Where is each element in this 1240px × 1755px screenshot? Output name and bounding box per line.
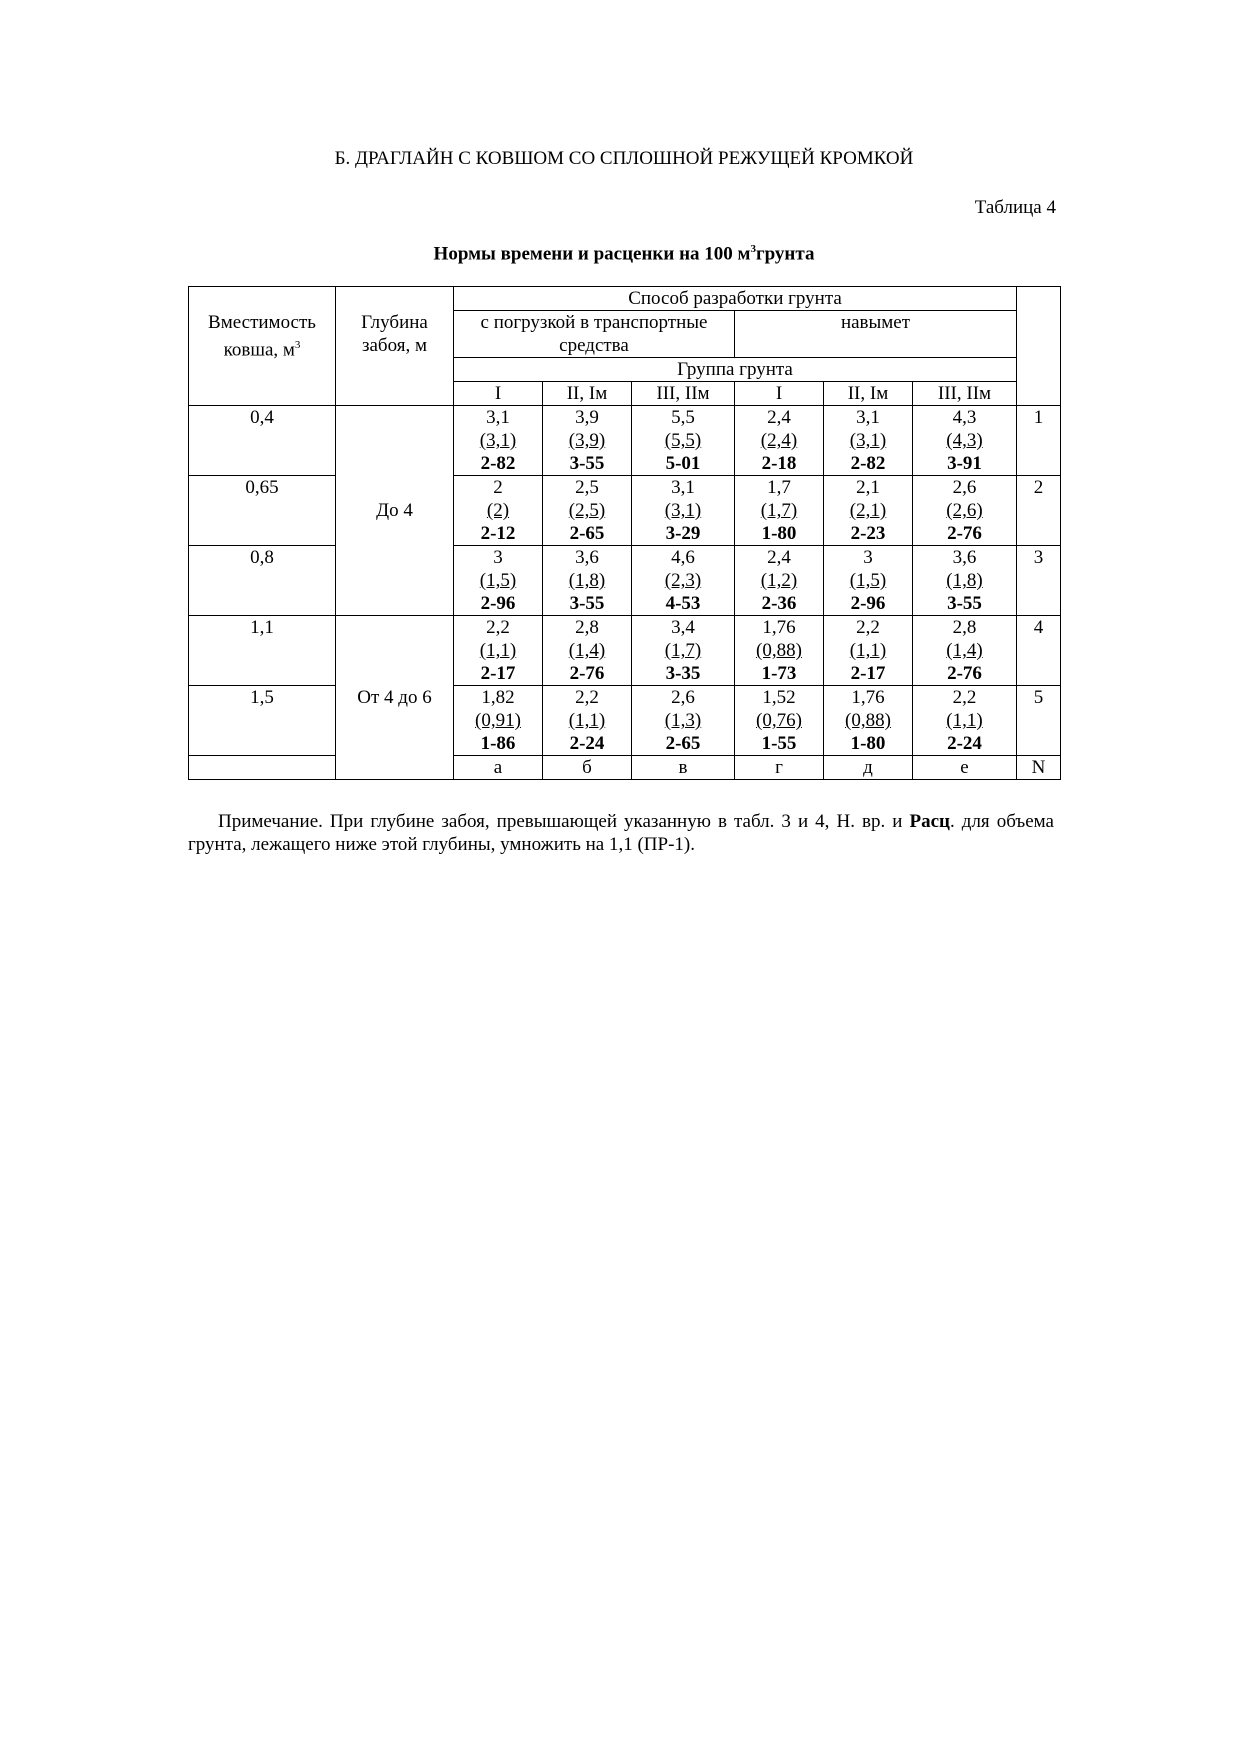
value-cell (824, 686, 913, 756)
time-norm: 2,4 (767, 407, 791, 429)
machinist-time: (3,1) (849, 430, 887, 452)
value-cell (632, 616, 735, 686)
rate-price: 2-65 (569, 523, 605, 545)
section-title: Б. ДРАГЛАЙН С КОВШОМ СО СПЛОШНОЙ РЕЖУЩЕЙ КРОМКОЙ (334, 148, 914, 169)
machinist-time: (0,76) (756, 710, 802, 732)
rate-price: 2-76 (569, 663, 605, 685)
machinist-time: (3,1) (479, 430, 517, 452)
value-cell (543, 686, 632, 756)
rate-price: 2-23 (850, 523, 886, 545)
machinist-time: (3,1) (664, 500, 702, 522)
table-row (189, 476, 1061, 546)
machinist-time: (4,3) (946, 430, 983, 452)
machinist-time: (1,4) (568, 640, 606, 662)
time-norm: 3 (863, 547, 873, 569)
depth-cell: До 4 (336, 406, 454, 616)
time-norm: 1,76 (762, 617, 796, 639)
machinist-time: (1,4) (946, 640, 983, 662)
machinist-time: (2) (486, 500, 510, 522)
rate-price: 2-12 (480, 523, 516, 545)
value-cell (454, 686, 543, 756)
time-norm: 3,6 (952, 547, 977, 569)
table-row (189, 406, 1061, 476)
depth-cell: От 4 до 6 (336, 616, 454, 780)
column-letter-cell: б (543, 756, 632, 780)
time-norm: 3,1 (486, 407, 510, 429)
header-group-cell: I (454, 382, 543, 406)
value-cell (824, 476, 913, 546)
rate-price: 3-91 (947, 453, 982, 475)
value-cell (735, 546, 824, 616)
machinist-time: (1,5) (479, 570, 517, 592)
rate-price: 5-01 (665, 453, 701, 475)
time-norm: 3,1 (856, 407, 880, 429)
machinist-time: (1,8) (568, 570, 606, 592)
rate-price: 2-17 (850, 663, 886, 685)
time-norm: 2,2 (575, 687, 599, 709)
rate-price: 2-82 (850, 453, 886, 475)
value-cell (735, 616, 824, 686)
time-norm: 1,76 (851, 687, 885, 709)
time-norm: 5,5 (671, 407, 695, 429)
value-cell (543, 406, 632, 476)
capacity-cell: 0,65 (189, 476, 336, 546)
time-norm: 2,5 (575, 477, 599, 499)
machinist-time: (1,7) (664, 640, 702, 662)
rate-price: 2-76 (947, 663, 982, 685)
rate-price: 3-55 (569, 453, 605, 475)
machinist-time: (1,1) (946, 710, 983, 732)
value-cell (632, 686, 735, 756)
value-cell (913, 476, 1017, 546)
machinist-time: (5,5) (664, 430, 702, 452)
rate-price: 1-73 (761, 663, 797, 685)
capacity-cell: 0,8 (189, 546, 336, 616)
value-cell (735, 406, 824, 476)
row-number-cell: 2 (1017, 476, 1061, 546)
time-norm: 4,6 (671, 547, 695, 569)
rate-price: 2-24 (569, 733, 605, 755)
time-norm: 2,1 (856, 477, 880, 499)
time-norm: 1,7 (767, 477, 791, 499)
machinist-time: (1,1) (849, 640, 887, 662)
machinist-time: (1,8) (946, 570, 983, 592)
caption-text: Нормы времени и расценки на 100 м (433, 243, 751, 265)
machinist-time: (1,7) (760, 500, 798, 522)
header-soil-group: Группа грунта (454, 358, 1017, 382)
row-number-cell: 5 (1017, 686, 1061, 756)
rate-price: 2-65 (665, 733, 701, 755)
table-number: Таблица 4 (974, 197, 1056, 218)
time-norm: 2 (493, 477, 503, 499)
footnote (188, 810, 1054, 856)
value-cell (824, 616, 913, 686)
value-cell (632, 406, 735, 476)
document-page (188, 148, 1060, 856)
time-norm: 3,1 (671, 477, 695, 499)
table-row (189, 616, 1061, 686)
machinist-time: (2,1) (849, 500, 887, 522)
header-group-cell: I (735, 382, 824, 406)
machinist-time: (2,3) (664, 570, 702, 592)
header-method-dump: навымет (735, 311, 1017, 358)
table-row (189, 686, 1061, 756)
time-norm: 2,8 (952, 617, 977, 639)
footnote-text-end: . для объема грунта, лежащего ниже этой глубины, умножить на 1,1 (ПР-1). (188, 811, 1054, 856)
machinist-time: (1,2) (760, 570, 798, 592)
footer-empty-cell (189, 756, 336, 780)
time-norm: 1,82 (481, 687, 515, 709)
value-cell (913, 686, 1017, 756)
value-cell (824, 406, 913, 476)
value-cell (454, 546, 543, 616)
rate-price: 2-82 (480, 453, 516, 475)
footer-row (189, 756, 1061, 780)
value-cell (454, 406, 543, 476)
rate-price: 2-24 (947, 733, 982, 755)
column-letter-cell: д (824, 756, 913, 780)
rate-price: 3-55 (947, 593, 982, 615)
rate-price: 1-80 (850, 733, 886, 755)
machinist-time: (1,3) (664, 710, 702, 732)
value-cell (735, 686, 824, 756)
value-cell (735, 476, 824, 546)
header-capacity (189, 287, 336, 406)
caption-superscript: 3 (750, 243, 756, 255)
footnote-bold: Расц (909, 811, 950, 833)
machinist-time: (3,9) (568, 430, 606, 452)
machinist-time: (0,88) (845, 710, 891, 732)
machinist-time: (2,6) (946, 500, 983, 522)
time-norm: 3,4 (671, 617, 695, 639)
machinist-time: (1,5) (849, 570, 887, 592)
header-capacity-sup: 3 (294, 339, 301, 352)
header-group-cell: III, IIм (632, 382, 735, 406)
rate-price: 2-18 (761, 453, 797, 475)
rate-price: 1-86 (480, 733, 516, 755)
value-cell (543, 476, 632, 546)
time-norm: 2,2 (856, 617, 880, 639)
value-cell (913, 406, 1017, 476)
header-method-loading: с погрузкой в транспортные средства (454, 311, 735, 358)
time-norm: 2,2 (486, 617, 510, 639)
rate-price: 3-29 (665, 523, 701, 545)
capacity-cell: 0,4 (189, 406, 336, 476)
norms-table (188, 286, 1061, 780)
time-norm: 2,4 (767, 547, 791, 569)
value-cell (454, 616, 543, 686)
rate-price: 2-76 (947, 523, 982, 545)
header-depth: Глубина забоя, м (336, 287, 454, 406)
caption-text-end: грунта (755, 243, 815, 265)
column-letter-cell: г (735, 756, 824, 780)
column-letter-cell: а (454, 756, 543, 780)
header-method: Способ разработки грунта (454, 287, 1017, 311)
rate-price: 4-53 (665, 593, 701, 615)
time-norm: 3 (493, 547, 503, 569)
value-cell (632, 476, 735, 546)
table-row (189, 546, 1061, 616)
time-norm: 4,3 (952, 407, 977, 429)
machinist-time: (2,4) (760, 430, 798, 452)
value-cell (543, 616, 632, 686)
value-cell (454, 476, 543, 546)
header-group-cell: II, Iм (824, 382, 913, 406)
machinist-time: (1,1) (479, 640, 517, 662)
row-number-cell: 3 (1017, 546, 1061, 616)
machinist-time: (0,91) (475, 710, 521, 732)
rate-price: 2-36 (761, 593, 797, 615)
header-group-cell: III, IIм (913, 382, 1017, 406)
time-norm: 2,2 (952, 687, 977, 709)
rate-price: 1-80 (761, 523, 797, 545)
table-caption (188, 243, 1060, 265)
value-cell (543, 546, 632, 616)
machinist-time: (2,5) (568, 500, 606, 522)
rate-price: 2-17 (480, 663, 516, 685)
footer-n-cell: N (1017, 756, 1061, 780)
time-norm: 3,6 (575, 547, 599, 569)
rate-price: 3-35 (665, 663, 701, 685)
rate-price: 3-55 (569, 593, 605, 615)
value-cell (913, 616, 1017, 686)
capacity-cell: 1,5 (189, 686, 336, 756)
value-cell (913, 546, 1017, 616)
machinist-time: (0,88) (756, 640, 802, 662)
value-cell (824, 546, 913, 616)
time-norm: 3,9 (575, 407, 599, 429)
header-n-blank (1017, 287, 1061, 406)
rate-price: 1-55 (761, 733, 797, 755)
header-group-cell: II, Iм (543, 382, 632, 406)
capacity-cell: 1,1 (189, 616, 336, 686)
column-letter-cell: е (913, 756, 1017, 780)
row-number-cell: 1 (1017, 406, 1061, 476)
rate-price: 2-96 (850, 593, 886, 615)
column-letter-cell: в (632, 756, 735, 780)
machinist-time: (1,1) (568, 710, 606, 732)
time-norm: 2,6 (671, 687, 695, 709)
time-norm: 2,6 (952, 477, 977, 499)
row-number-cell: 4 (1017, 616, 1061, 686)
value-cell (632, 546, 735, 616)
rate-price: 2-96 (480, 593, 516, 615)
header-capacity-text: Вместимость ковша, м (208, 312, 316, 361)
time-norm: 1,52 (762, 687, 796, 709)
time-norm: 2,8 (575, 617, 599, 639)
footnote-text: Примечание. При глубине забоя, превышающей указанную в табл. 3 и 4, Н. вр. и (218, 811, 910, 833)
